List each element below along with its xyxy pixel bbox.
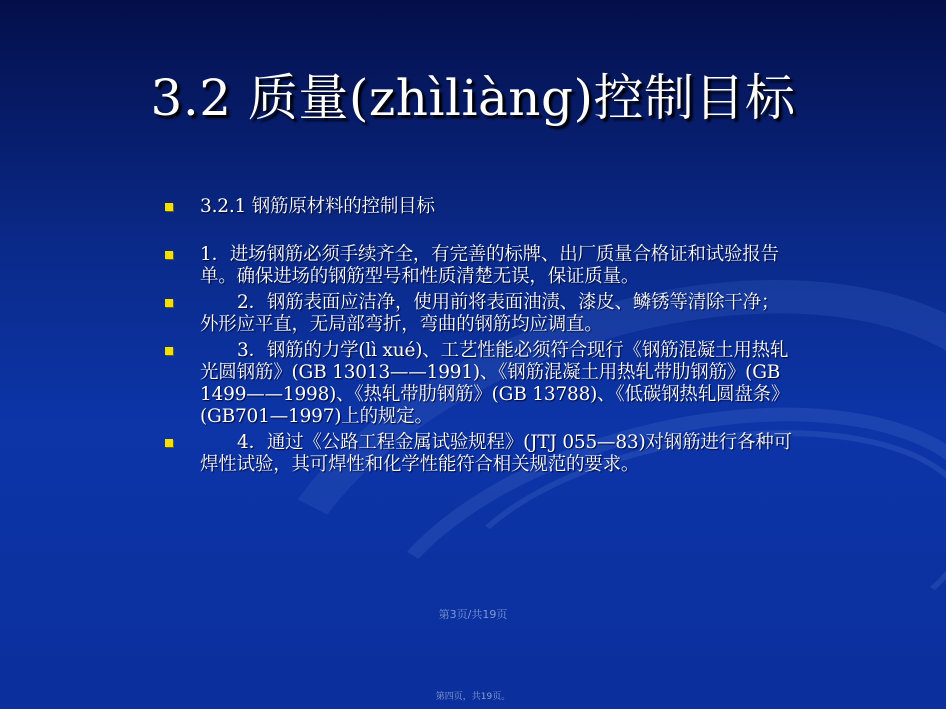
slide-title: 3.2 质量(zhìliàng)控制目标 [150, 69, 796, 127]
bullet-item-1 [164, 244, 792, 288]
square-bullet-icon [165, 299, 173, 307]
square-bullet-icon [165, 347, 173, 355]
bullet-list [164, 196, 792, 480]
bullet-text: 3．钢筋的力学(lì xué)、工艺性能必须符合现行《钢筋混凝土用热轧光圆钢筋》(GB 13013——1991)、《钢筋混凝土用热轧带肋钢筋》(GB 1499——1998)、《热轧带肋钢筋》(GB 13788)、《低碳钢热轧圆盘条》(GB701—1997)上的规定。 [200, 340, 790, 427]
bullet-text: 4．通过《公路工程金属试验规程》(JTJ 055—83)对钢筋进行各种可焊性试验，其可焊性和化学性能符合相关规范的要求。 [200, 432, 792, 475]
square-bullet-icon [165, 251, 173, 259]
bullet-text: 2．钢筋表面应洁净，使用前将表面油渍、漆皮、鳞锈等清除干净；外形应平直，无局部弯折，弯曲的钢筋均应调直。 [200, 292, 780, 335]
square-bullet-icon [165, 439, 173, 447]
bullet-item-2 [164, 292, 792, 336]
bullet-text: 3.2.1 钢筋原材料的控制目标 [200, 196, 435, 217]
bullet-item-3 [164, 340, 792, 428]
footer-page-note: 第四页，共19页。 [435, 692, 511, 702]
square-bullet-icon [165, 203, 173, 211]
bullet-item-4 [164, 432, 792, 476]
page-indicator: 第3页/共19页 [438, 608, 508, 621]
bullet-text: 1．进场钢筋必须手续齐全，有完善的标牌、出厂质量合格证和试验报告单。确保进场的钢筋型号和性质清楚无误，保证质量。 [200, 244, 779, 287]
bullet-item-3-2-1 [164, 196, 792, 218]
